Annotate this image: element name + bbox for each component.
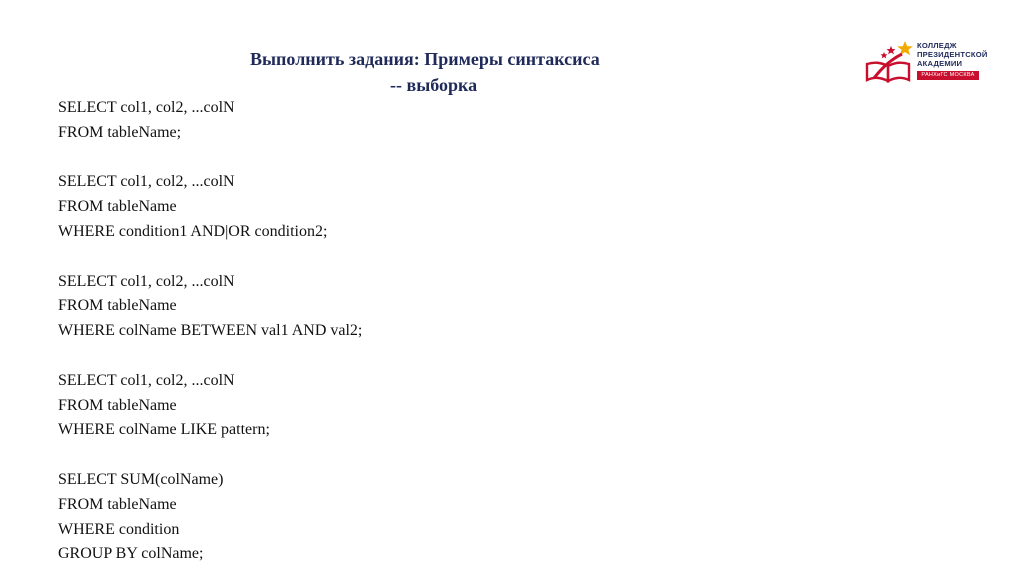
college-logo	[864, 38, 1014, 86]
code-line: FROM tableName	[58, 198, 177, 216]
code-line: SELECT SUM(colName)	[58, 470, 224, 488]
code-line: GROUP BY colName;	[58, 545, 204, 563]
logo-ranepa-bar: РАНХиГС МОСКВА	[917, 71, 979, 80]
book-star-emblem-icon	[864, 38, 916, 86]
sql-example-select	[58, 96, 658, 146]
code-line: SELECT col1, col2, ...colN	[58, 99, 235, 116]
logo-text	[917, 41, 1013, 68]
code-line: SELECT col1, col2, ...colN	[58, 272, 235, 290]
code-line: WHERE condition1 AND|OR condition2;	[58, 222, 328, 240]
code-line: FROM tableName	[58, 396, 177, 414]
logo-text-line: ПРЕЗИДЕНТСКОЙ	[917, 50, 988, 59]
sql-examples	[58, 96, 658, 567]
code-line: SELECT col1, col2, ...colN	[58, 371, 235, 389]
sql-example-group-by	[58, 468, 658, 567]
sql-example-like	[58, 369, 658, 443]
code-line: WHERE colName LIKE pattern;	[58, 421, 270, 439]
sql-example-where	[58, 170, 658, 244]
sql-example-between	[58, 270, 658, 344]
code-line: FROM tableName	[58, 297, 177, 315]
logo-text-line: АКАДЕМИИ	[917, 59, 963, 68]
code-line: FROM tableName;	[58, 123, 182, 141]
slide-title	[250, 46, 670, 98]
code-line: WHERE colName BETWEEN val1 AND val2;	[58, 322, 363, 340]
code-line: WHERE condition	[58, 520, 180, 538]
title-line-1: Выполнить задания: Примеры синтаксиса	[250, 49, 600, 69]
logo-text-line: КОЛЛЕДЖ	[917, 41, 957, 50]
code-line: SELECT col1, col2, ...colN	[58, 173, 235, 191]
title-line-2: -- выборка	[390, 75, 478, 95]
code-line: FROM tableName	[58, 495, 177, 513]
